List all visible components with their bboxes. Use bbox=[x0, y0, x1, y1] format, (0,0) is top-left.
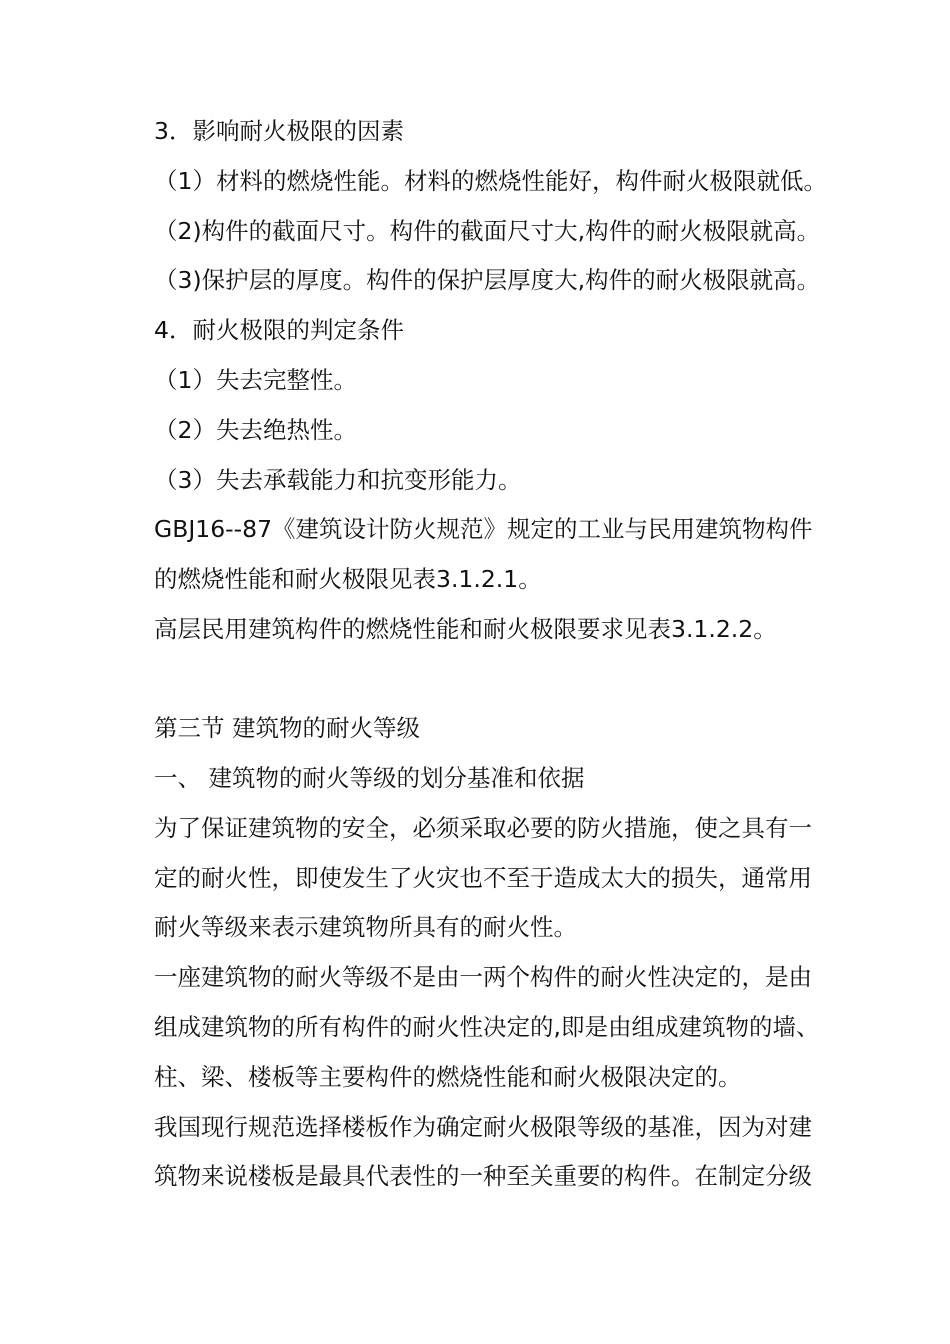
section-heading-criteria: 4．耐火极限的判定条件 bbox=[154, 316, 404, 344]
paragraph-line: 定的耐火性，即使发生了火灾也不至于造成太大的损失，通常用 bbox=[154, 864, 812, 892]
list-item-loss-of-integrity: （1）失去完整性。 bbox=[154, 366, 357, 394]
subsection-heading: 一、 建筑物的耐火等级的划分基准和依据 bbox=[154, 764, 585, 792]
paragraph-line: 筑物来说楼板是最具代表性的一种至关重要的构件。在制定分级 bbox=[154, 1162, 812, 1190]
paragraph-line: 耐火等级来表示建筑物所具有的耐火性。 bbox=[154, 913, 577, 941]
section-heading-factors: 3．影响耐火极限的因素 bbox=[154, 117, 404, 145]
paragraph-line: 的燃烧性能和耐火极限见表3.1.2.1。 bbox=[154, 565, 542, 593]
paragraph-line: 柱、梁、楼板等主要构件的燃烧性能和耐火极限决定的。 bbox=[154, 1063, 742, 1091]
paragraph-line: 为了保证建筑物的安全，必须采取必要的防火措施，使之具有一 bbox=[154, 814, 812, 842]
paragraph-line: GBJ16--87《建筑设计防火规范》规定的工业与民用建筑物构件 bbox=[154, 515, 813, 543]
list-item-loss-of-insulation: （2）失去绝热性。 bbox=[154, 416, 357, 444]
paragraph-line: 组成建筑物的所有构件的耐火性决定的,即是由组成建筑物的墙、 bbox=[154, 1013, 820, 1041]
list-item-loss-of-capacity: （3）失去承载能力和抗变形能力。 bbox=[154, 466, 522, 494]
paragraph-line: 高层民用建筑构件的燃烧性能和耐火极限要求见表3.1.2.2。 bbox=[154, 615, 777, 643]
list-item-protective-layer: （3)保护层的厚度。构件的保护层厚度大,构件的耐火极限就高。 bbox=[154, 266, 821, 294]
list-item-material-combustibility: （1）材料的燃烧性能。材料的燃烧性能好，构件耐火极限就低。 bbox=[154, 167, 827, 195]
paragraph-line: 我国现行规范选择楼板作为确定耐火极限等级的基准，因为对建 bbox=[154, 1113, 812, 1141]
list-item-section-size: （2)构件的截面尺寸。构件的截面尺寸大,构件的耐火极限就高。 bbox=[154, 217, 821, 245]
paragraph-line: 一座建筑物的耐火等级不是由一两个构件的耐火性决定的，是由 bbox=[154, 963, 812, 991]
chapter-section-title: 第三节 建筑物的耐火等级 bbox=[154, 714, 420, 742]
